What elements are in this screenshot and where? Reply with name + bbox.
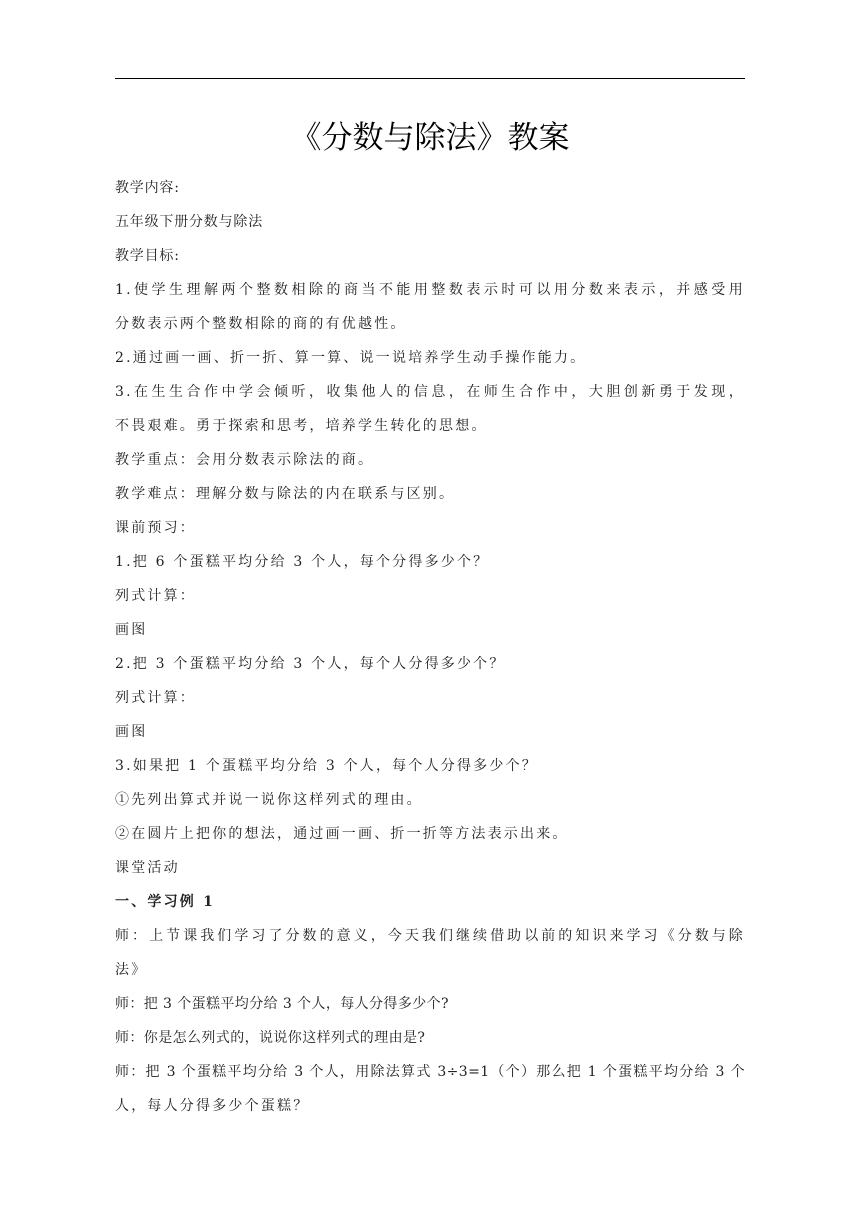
section-heading-objectives: 教学目标:	[115, 248, 180, 264]
teacher-line-4b: 人，每人分得多少个蛋糕？	[115, 1098, 310, 1114]
header-rule	[115, 78, 745, 79]
preview-draw-label-1: 画图	[115, 622, 148, 638]
section-heading-class-activity: 课堂活动	[115, 860, 180, 876]
preview-question-1: 1.把 6 个蛋糕平均分给 3 个人，每个分得多少个？	[115, 554, 490, 570]
teacher-line-1a: 师：上节课我们学习了分数的意义，今天我们继续借助以前的知识来学习《分数与除	[115, 928, 745, 944]
objective-2: 2.通过画一画、折一折、算一算、说一说培养学生动手操作能力。	[115, 350, 587, 366]
page-title: 《分数与除法》教案	[290, 120, 570, 156]
teacher-line-1b: 法》	[115, 962, 148, 978]
teacher-line-2: 师：把 3 个蛋糕平均分给 3 个人，每人分得多少个?	[115, 996, 449, 1012]
content-text: 五年级下册分数与除法	[115, 214, 263, 230]
objective-3-line-2: 不畏艰难。勇于探索和思考，培养学生转化的思想。	[115, 418, 488, 434]
preview-draw-label-2: 画图	[115, 724, 148, 740]
section-heading-content: 教学内容:	[115, 180, 180, 196]
preview-step-1: ①先列出算式并说一说你这样列式的理由。	[115, 792, 423, 808]
objective-3-line-1: 3.在生生合作中学会倾听，收集他人的信息，在师生合作中，大胆创新勇于发现，	[115, 384, 745, 400]
preview-calc-label-1: 列式计算：	[115, 588, 196, 604]
preview-step-2: ②在圆片上把你的想法，通过画一画、折一折等方法表示出来。	[115, 826, 569, 842]
teacher-line-3: 师：你是怎么列式的，说说你这样列式的理由是?	[115, 1030, 426, 1046]
objective-1-line-1: 1.使学生理解两个整数相除的商当不能用整数表示时可以用分数来表示，并感受用	[115, 282, 745, 298]
section-heading-preview: 课前预习：	[115, 520, 196, 536]
document-body	[115, 171, 745, 1123]
preview-calc-label-2: 列式计算：	[115, 690, 196, 706]
subsection-heading-example-1: 一、学习例 1	[115, 894, 216, 910]
teaching-key-point: 教学重点：会用分数表示除法的商。	[115, 452, 375, 468]
teacher-line-4a: 师：把 3 个蛋糕平均分给 3 个人，用除法算式 3÷3=1（个）那么把 1 个蛋糕平均分给 3 个	[115, 1064, 745, 1080]
teaching-difficulty: 教学难点：理解分数与除法的内在联系与区别。	[115, 486, 456, 502]
objective-1-line-2: 分数表示两个整数相除的商的有优越性。	[115, 316, 407, 332]
preview-question-2: 2.把 3 个蛋糕平均分给 3 个人，每个人分得多少个？	[115, 656, 506, 672]
preview-question-3: 3.如果把 1 个蛋糕平均分给 3 个人，每个人分得多少个？	[115, 758, 538, 774]
